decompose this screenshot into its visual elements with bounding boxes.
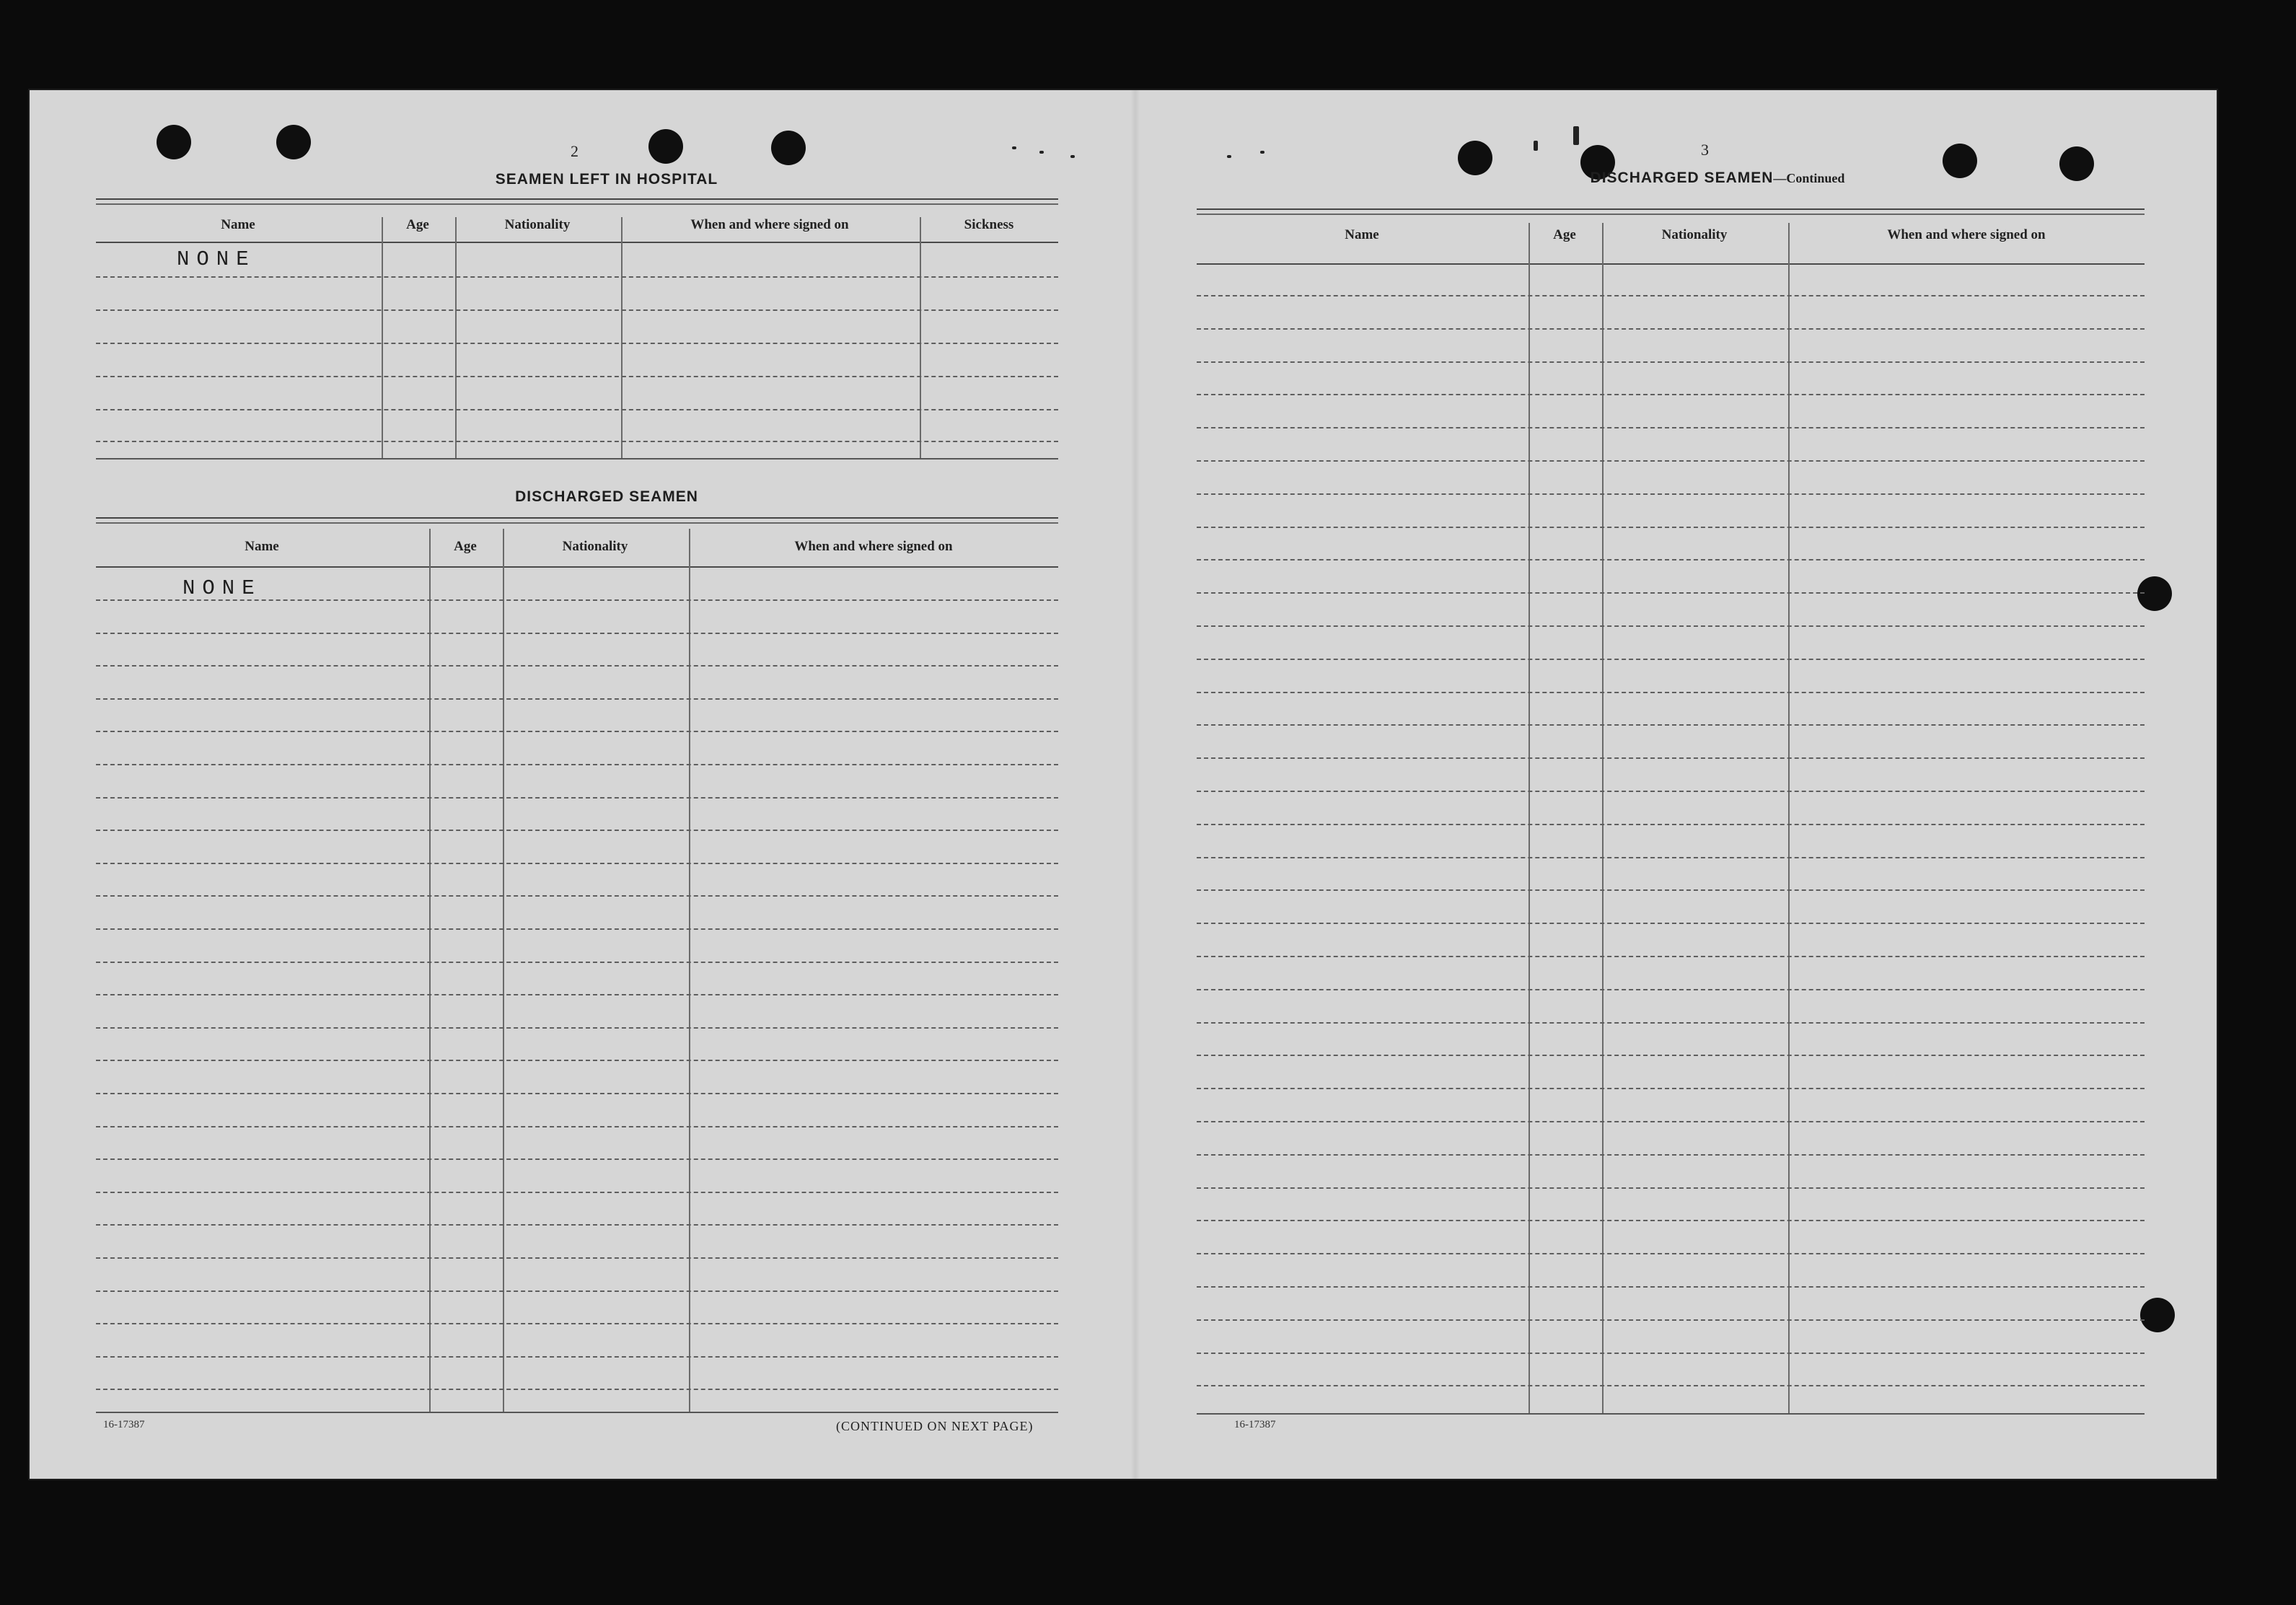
column-separator	[429, 529, 431, 1412]
ledger-row-line	[96, 895, 1058, 897]
ledger-row-line	[96, 764, 1058, 765]
ledger-row-line	[96, 633, 1058, 634]
ledger-row-line	[96, 1060, 1058, 1061]
ledger-row-line	[1197, 1055, 2145, 1056]
section-rule	[96, 198, 1058, 205]
ledger-row-line	[96, 276, 1058, 278]
ledger-row-line	[1197, 460, 2145, 462]
ledger-row-line	[96, 1027, 1058, 1029]
ledger-row-line	[96, 1158, 1058, 1160]
section-rule	[1197, 208, 2145, 215]
form-number: 16-17387	[1234, 1419, 1276, 1430]
ledger-row-line	[96, 1356, 1058, 1358]
ledger-row-line	[1197, 361, 2145, 363]
ledger-row-line	[96, 731, 1058, 732]
discharged-continued-title	[1530, 170, 1905, 187]
name-entry: NONE	[177, 247, 256, 271]
ledger-row-line	[1197, 1121, 2145, 1122]
section-title-suffix: —Continued	[1773, 171, 1845, 185]
scanned-document	[30, 90, 2217, 1479]
ledger-row-line	[1197, 889, 2145, 891]
ledger-row-line	[96, 830, 1058, 831]
ledger-row-line	[1197, 791, 2145, 792]
ledger-row-line	[96, 665, 1058, 667]
section-title-text: DISCHARGED SEAMEN	[1590, 170, 1774, 186]
ledger-row-line	[1197, 559, 2145, 560]
ledger-row-line	[96, 1224, 1058, 1226]
ledger-row-line	[96, 1192, 1058, 1193]
ledger-row-line	[1197, 956, 2145, 957]
left-page	[30, 90, 1130, 1479]
ledger-row-line	[1197, 757, 2145, 759]
ledger-row-line	[1197, 659, 2145, 660]
ledger-row-line	[96, 1257, 1058, 1259]
column-separator	[1602, 223, 1604, 1413]
ledger-row-line	[96, 797, 1058, 799]
ledger-row-line	[1197, 1253, 2145, 1254]
column-separator	[455, 217, 457, 458]
section-rule	[96, 517, 1058, 524]
column-header-nationality: Nationality	[1661, 227, 1728, 242]
ledger-row-line	[1197, 1385, 2145, 1386]
ledger-row-line	[1197, 989, 2145, 990]
hospital-table	[96, 217, 1058, 459]
ledger-row-line	[96, 1093, 1058, 1094]
ledger-row-line	[1197, 724, 2145, 726]
column-header-nationality: Nationality	[562, 539, 628, 554]
discharged-continued-table	[1197, 223, 2145, 1415]
header-rule	[1197, 263, 2145, 265]
ledger-row-line	[1197, 1353, 2145, 1354]
column-header-sickness: Sickness	[964, 217, 1014, 232]
ledger-row-line	[96, 376, 1058, 377]
discharged-section-title: DISCHARGED SEAMEN	[515, 488, 698, 505]
ledger-row-line	[1197, 1220, 2145, 1221]
column-header-name: Name	[221, 217, 255, 232]
column-separator	[621, 217, 623, 458]
ledger-row-line	[96, 343, 1058, 344]
column-header-signed-on: When and where signed on	[794, 539, 953, 554]
ledger-row-line	[96, 962, 1058, 963]
ledger-row-line	[1197, 328, 2145, 330]
column-separator	[689, 529, 690, 1412]
ledger-row-line	[96, 1323, 1058, 1324]
ledger-row-line	[1197, 295, 2145, 296]
ledger-row-line	[1197, 1286, 2145, 1288]
page-number: 3	[1701, 141, 1709, 159]
column-separator	[920, 217, 921, 458]
name-entry: NONE	[182, 576, 262, 600]
header-rule	[96, 242, 1058, 243]
ledger-row-line	[96, 928, 1058, 930]
continued-note: (CONTINUED ON NEXT PAGE)	[836, 1419, 1034, 1433]
ledger-row-line	[1197, 427, 2145, 428]
ledger-row-line	[1197, 592, 2145, 594]
column-separator	[1529, 223, 1530, 1413]
page-number: 2	[571, 142, 579, 160]
ledger-row-line	[96, 409, 1058, 410]
column-separator	[503, 529, 504, 1412]
ledger-row-line	[96, 1389, 1058, 1390]
right-page	[1140, 90, 2217, 1479]
ledger-row-line	[1197, 394, 2145, 395]
ledger-row-line	[1197, 824, 2145, 825]
ledger-row-line	[96, 863, 1058, 864]
ledger-row-line	[1197, 493, 2145, 495]
ledger-row-line	[96, 599, 1058, 601]
ledger-row-line	[1197, 1319, 2145, 1321]
ledger-row-line	[1197, 923, 2145, 924]
column-header-age: Age	[454, 539, 477, 554]
ledger-row-line	[1197, 527, 2145, 528]
column-header-age: Age	[406, 217, 429, 232]
column-header-nationality: Nationality	[504, 217, 571, 232]
column-header-name: Name	[245, 539, 279, 554]
ledger-row-line	[96, 1126, 1058, 1127]
column-separator	[382, 217, 383, 458]
ledger-row-line	[1197, 625, 2145, 627]
ledger-row-line	[96, 309, 1058, 311]
ledger-row-line	[1197, 692, 2145, 693]
discharged-table	[96, 529, 1058, 1413]
ledger-row-line	[1197, 1022, 2145, 1024]
hospital-section-title: SEAMEN LEFT IN HOSPITAL	[495, 171, 718, 188]
ledger-row-line	[1197, 1088, 2145, 1089]
ledger-row-line	[1197, 1187, 2145, 1189]
form-number: 16-17387	[103, 1419, 145, 1430]
ledger-row-line	[96, 994, 1058, 995]
header-rule	[96, 566, 1058, 568]
page-spine	[1130, 90, 1140, 1479]
ledger-row-line	[1197, 857, 2145, 858]
ledger-row-line	[96, 1290, 1058, 1292]
column-separator	[1788, 223, 1790, 1413]
column-header-signed-on: When and where signed on	[1887, 227, 2046, 242]
column-header-signed-on: When and where signed on	[690, 217, 849, 232]
ledger-row-line	[96, 698, 1058, 700]
column-header-age: Age	[1553, 227, 1576, 242]
ledger-row-line	[96, 441, 1058, 442]
ledger-row-line	[1197, 1154, 2145, 1156]
column-header-name: Name	[1345, 227, 1379, 242]
